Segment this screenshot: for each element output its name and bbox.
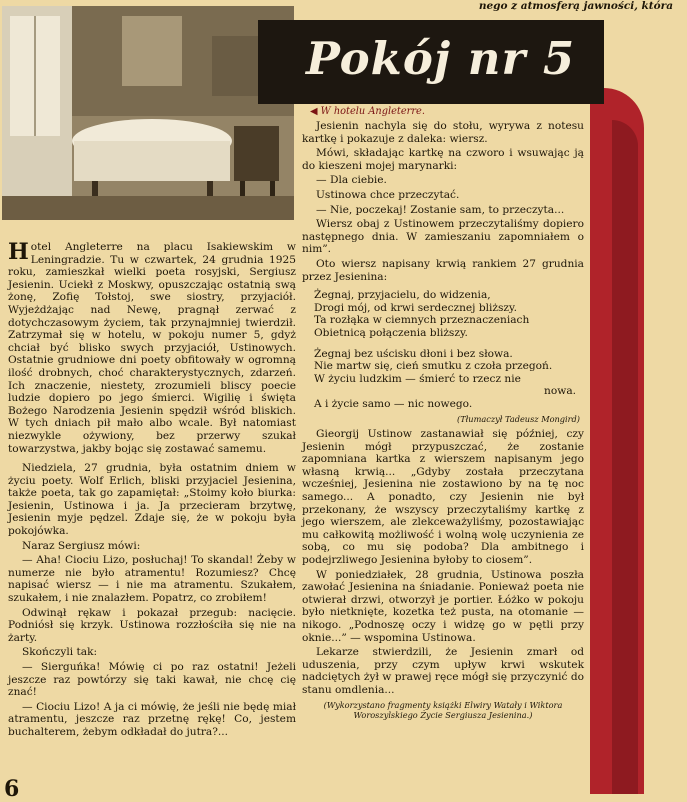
photo-caption: ◀ W hotelu Angleterre. [310, 106, 425, 117]
paragraph: Mówi, składając kartkę na czworo i wsuwając ją do kieszeni mojej marynarki: [302, 147, 584, 172]
paragraph: Ustinowa chce przeczytać. [316, 188, 460, 201]
paragraph: Niedziela, 27 grudnia, była ostatnim dniem w życiu poety. Wolf Erlich, bliski przyjaciel Jesienina, także poeta, tak go zapamiętał: „Stoimy koło biurka: Jesienin, Ustinowa i ja. Ja przecieram brzytwę, Jesienin myje pędzel. Zdaje się, że w pokoju była pokojówka. [8, 462, 296, 538]
page-number: 6 [4, 776, 20, 802]
hotel-room-photo [2, 6, 294, 220]
decorative-red-stripe-inner [612, 120, 638, 794]
paragraph: — Nie, poczekaj! Zostanie sam, to przeczyta... [316, 203, 565, 216]
poem-line: Nie martw się, cień smutku z czoła przegoń. [314, 360, 553, 373]
source-footnote: (Wykorzystano fragmenty książki Elwiry Watały i Wiktora Woroszylskiego Życie Sergiusza Jesienina.) [323, 699, 563, 720]
paragraph: Odwinął rękaw i pokazał przegub: nacięcie. Podniósł się krzyk. Ustinowa rozzłościła się nie na żarty. [8, 606, 296, 644]
paragraph: — Ciociu Lizo! A ja ci mówię, że jeśli nie będę miał atramentu, jeszcze raz przetnę rękę! Co, jestem buchalterem, żebym odkładał do jutra?... [8, 700, 296, 738]
paragraph: W poniedziałek, 28 grudnia, Ustinowa poszła zawołać Jesienina na śniadanie. Ponieważ poeta nie otwierał drzwi, otworzył je portier. Łóżko w pokoju było nietknięte, kozetka też pusta, na otomanie — nikogo. „Podnoszę oczy i widzę go w pętli przy oknie...” — wspomina Ustinowa. [302, 568, 584, 644]
paragraph: Jesienin nachyla się do stołu, wyrywa z notesu kartkę i pokazuje z daleka: wiersz. [302, 120, 584, 145]
article-title: Pokój nr 5 [306, 32, 576, 85]
paragraph: Wiersz obaj z Ustinowem przeczytaliśmy dopiero następnego dnia. W zamieszaniu zapomniałem o nim”. [302, 218, 584, 256]
poem-line: A i życie samo — nic nowego. [314, 397, 473, 410]
column-left [8, 241, 296, 741]
poem-line: Żegnaj bez uścisku dłoni i bez słowa. [314, 347, 513, 360]
paragraph: Oto wiersz napisany krwią rankiem 27 grudnia przez Jesienina: [302, 257, 584, 283]
translator-credit: (Tłumaczył Tadeusz Mongird) [457, 414, 580, 425]
poem-line: W życiu ludzkim — śmierć to rzecz nie [314, 372, 521, 385]
title-box [258, 20, 604, 104]
poem-line: nowa. [544, 385, 576, 398]
poem-line: Drogi mój, od krwi serdecznej bliższy. [314, 301, 517, 314]
paragraph: Hotel Angleterre na placu Isakiewskim w Leningradzie. Tu w czwartek, 24 grudnia 1925 roku, zamieszkał wielki poeta rosyjski, Sergiusz Jesienin. Uciekł z Moskwy, opuszczając ostatnią swą żonę, Zofię Tołstoj, swe siostry, przyjaciół. Wyjeżdżając nad Newę, pragnął zerwać z dotychczasowym życiem, tak przynajmniej twierdził. Zatrzymał się w hotelu, w pokoju numer 5, gdyż chciał być blisko swych przyjaciół, Ustinowych. Ostatnie grudniowe dni poety obfitowały w ogromną ilość drobnych, choć charakterystycznych, zdarzeń. Ich znaczenie, niestety, zrozumieli bliscy poecie ludzie dopiero po jego śmierci. Wigilię i święta Bożego Narodzenia Jesienin spędził wśród bliskich. W tych dniach pił mało albo wcale. Był natomiast niezwykle ożywiony, bez przerwy szukał towarzystwa, jakby bojąc się zostawać samemu. [8, 239, 296, 455]
running-text-fragment: nego z atmosferą jawności, która [478, 0, 673, 12]
poem-line: Żegnaj, przyjacielu, do widzenia, [314, 289, 491, 302]
poem [314, 289, 584, 410]
paragraph: Skończyli tak: [22, 646, 98, 659]
paragraph: — Aha! Ciociu Lizo, posłuchaj! To skandal! Żeby w numerze nie było atramentu! Rozumiesz? Chcę napisać wiersz — i nie ma atramentu. Szukałem, szukałem, i nie znalazłem. Popatrz, co zrobiłem! [8, 554, 296, 605]
paragraph: Lekarze stwierdzili, że Jesienin zmarł od uduszenia, przy czym upływ krwi wskutek nadciętych żył w prawej ręce mógł się przyczynić do stanu omdlenia... [302, 646, 584, 696]
paragraph: Naraz Sergiusz mówi: [22, 539, 141, 552]
paragraph: — Dla ciebie. [316, 174, 387, 187]
paragraph: Gieorgij Ustinow zastanawiał się później, czy Jesienin mógł przypuszczać, że zostanie zapomniana kartka z wierszem napisanym jego własną krwią... „Gdyby została przeczytana wcześniej, Jesienina nie zostawiono by na tę noc samego... A ponadto, czy Jesienin nie był przekonany, że wszyscy przeczytaliśmy kartkę z jego wierszem, ale zlekceważyliśmy, pozostawiając mu całkowitą możliwość i wolną wolę uczynienia ze sobą, co mu się podoba? Dla ambitnego i podejrzliwego Jesienina byłoby to ciosem”. [302, 428, 584, 566]
column-right [302, 120, 584, 720]
caption-text: W hotelu Angleterre. [320, 106, 425, 117]
poem-line: Obietnicą połączenia bliższy. [314, 326, 468, 339]
drop-cap: H [8, 239, 29, 265]
paragraph: — Sierguńka! Mówię ci po raz ostatni! Jeżeli jeszcze raz powtórzy się taki kawał, nie chcę cię znać! [8, 661, 296, 699]
poem-line: Ta rozłąka w ciemnych przeznaczeniach [314, 314, 530, 327]
